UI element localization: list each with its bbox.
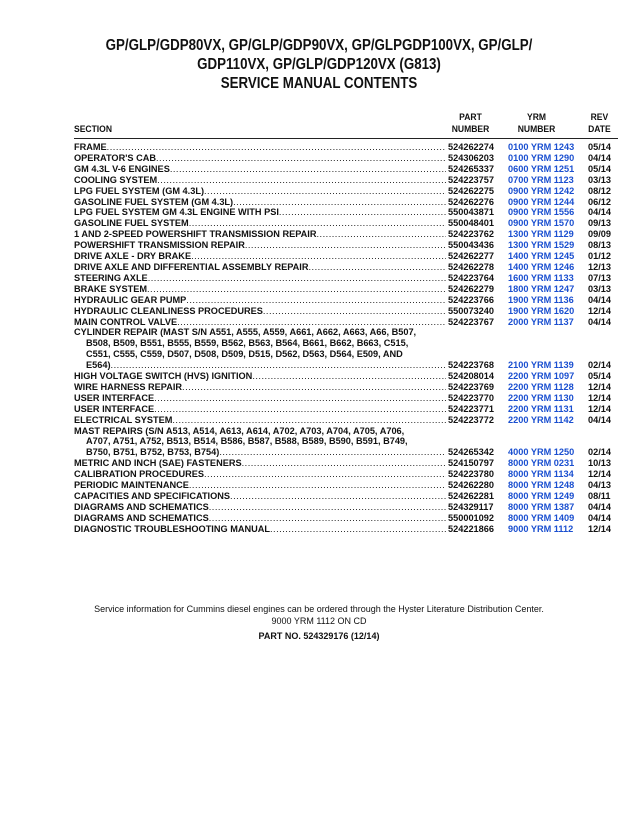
part-number: 524306203: [448, 152, 494, 163]
section-title-text: LPG FUEL SYSTEM GM 4.3L ENGINE WITH PSI: [74, 207, 279, 218]
section-title-text: METRIC AND INCH (SAE) FASTENERS: [74, 458, 242, 469]
section-title: [74, 317, 446, 328]
yrm-number: 0100 YRM 1243: [508, 142, 575, 152]
yrm-number: 1900 YRM 1136: [508, 294, 574, 305]
section-title-text: DIAGNOSTIC TROUBLESHOOTING MANUAL: [74, 523, 270, 534]
rev-date: 12/14: [588, 392, 611, 403]
table-row: [74, 426, 622, 459]
section-title-text: GM 4.3L V-6 ENGINES: [74, 163, 170, 174]
section-header: SECTION: [74, 124, 113, 135]
yrm-number: 8000 YRM 1134: [508, 469, 574, 480]
table-row: [74, 382, 622, 393]
table-row: [74, 306, 622, 317]
section-title: [74, 164, 446, 175]
rev-date: 02/14: [588, 360, 611, 371]
section-title: [74, 295, 446, 306]
part-number-header: [448, 112, 493, 136]
table-row: [74, 404, 622, 415]
part-number: 524265342: [448, 447, 494, 458]
yrm-number: 8000 YRM 1249: [508, 491, 575, 501]
dot-leader: [219, 447, 446, 458]
dot-leader: [279, 207, 446, 218]
dot-leader: [157, 175, 446, 186]
section-title: [74, 142, 446, 153]
section-title-text: CALIBRATION PROCEDURES: [74, 469, 204, 480]
table-row: [74, 251, 622, 262]
dot-leader: [107, 142, 446, 153]
table-row: [74, 469, 622, 480]
rev-header-bottom: DATE: [588, 124, 611, 135]
section-title: [74, 371, 446, 382]
dot-leader: [204, 186, 446, 197]
dot-leader: [233, 197, 446, 208]
yrm-number: 2100 YRM 1139: [508, 360, 574, 371]
yrm-number: 8000 YRM 1409: [508, 512, 575, 523]
section-title: [74, 229, 446, 240]
dot-leader: [252, 371, 446, 382]
section-title-line: B508, B509, B551, B555, B559, B562, B563, B564, B661, B662, B663, C515,: [86, 338, 409, 349]
part-number: 550073240: [448, 305, 494, 316]
yrm-number: 0900 YRM 1244: [508, 196, 575, 207]
part-number: 524329117: [448, 501, 494, 512]
part-number: 524262276: [448, 196, 494, 207]
section-title-text: MAIN CONTROL VALVE: [74, 316, 178, 327]
yrm-number: 0100 YRM 1290: [508, 152, 575, 163]
yrm-number: 2200 YRM 1142: [508, 414, 574, 425]
section-title-text: 1 AND 2-SPEED POWERSHIFT TRANSMISSION REPAIR: [74, 229, 317, 240]
part-number: 524223762: [448, 229, 494, 240]
yrm-number: 2200 YRM 1131: [508, 403, 574, 414]
yrm-number: 1400 YRM 1246: [508, 261, 575, 272]
part-number: 524208014: [448, 371, 494, 382]
dot-leader: [170, 164, 446, 175]
dot-leader: [156, 153, 446, 164]
yrm-number: 2200 YRM 1128: [508, 381, 574, 392]
table-row: [74, 218, 622, 229]
section-title: [74, 415, 446, 426]
rev-date: 10/13: [588, 458, 611, 469]
rev-date: 09/09: [588, 229, 611, 240]
rev-date: 12/14: [588, 469, 611, 480]
section-title-text: FRAME: [74, 142, 107, 152]
table-row: [74, 284, 622, 295]
section-title: [74, 524, 446, 535]
rev-date: 05/14: [588, 163, 611, 174]
dot-leader: [189, 218, 446, 229]
table-row: [74, 229, 622, 240]
section-title-text: HYDRAULIC CLEANLINESS PROCEDURES: [74, 305, 263, 316]
table-row: [74, 262, 622, 273]
dot-leader: [186, 295, 446, 306]
rev-date: 05/14: [588, 142, 611, 152]
part-number: 524223772: [448, 414, 494, 425]
rev-date: 02/14: [588, 447, 611, 458]
part-number: 524262278: [448, 261, 494, 272]
dot-leader: [245, 240, 446, 251]
part-number: 524223764: [448, 272, 494, 283]
yrm-number: 1300 YRM 1529: [508, 240, 575, 251]
part-number: 524221866: [448, 523, 494, 534]
dot-leader: [154, 404, 446, 415]
rev-date: 04/14: [588, 316, 611, 327]
yrm-number: 1800 YRM 1247: [508, 283, 575, 294]
dot-leader: [148, 273, 446, 284]
part-header-bottom: NUMBER: [451, 124, 490, 135]
yrm-number: 0900 YRM 1556: [508, 207, 575, 218]
rev-date: 12/14: [588, 523, 611, 534]
yrm-number: 0700 YRM 1123: [508, 174, 574, 185]
table-row: [74, 513, 622, 524]
table-row: [74, 164, 622, 175]
dot-leader: [189, 480, 446, 491]
table-row: [74, 327, 622, 371]
section-title-text: LPG FUEL SYSTEM (GM 4.3L): [74, 185, 204, 196]
section-title: [74, 186, 446, 197]
title-line-3: SERVICE MANUAL CONTENTS: [220, 75, 418, 92]
rev-date: 03/13: [588, 283, 611, 294]
table-row: [74, 317, 622, 328]
dot-leader: [230, 491, 446, 502]
section-title-line: CYLINDER REPAIR (MAST S/N A551, A555, A559, A661, A662, A663, A66, B507,: [74, 327, 417, 338]
rev-date: 06/12: [588, 196, 611, 207]
section-title-text: POWERSHIFT TRANSMISSION REPAIR: [74, 240, 245, 251]
section-title: [74, 360, 446, 371]
table-row: [74, 502, 622, 513]
section-title: [74, 273, 446, 284]
section-title-text: E564): [86, 360, 111, 371]
footer-part-number: PART NO. 524329176 (12/14): [258, 631, 380, 641]
rev-date: 07/13: [588, 272, 611, 283]
section-title: [74, 382, 446, 393]
yrm-number: 8000 YRM 1387: [508, 501, 575, 512]
table-row: [74, 273, 622, 284]
dot-leader: [191, 251, 446, 262]
part-number: 524262277: [448, 251, 494, 262]
title-line-2: GDP110VX, GP/GLP/GDP120VX (G813): [197, 56, 441, 73]
yrm-number: 4000 YRM 1250: [508, 447, 575, 458]
section-title: [74, 502, 446, 513]
yrm-number: 0900 YRM 1242: [508, 185, 575, 196]
section-title-text: GASOLINE FUEL SYSTEM: [74, 218, 189, 229]
yrm-number: 9000 YRM 1112: [508, 523, 574, 534]
part-number: 524223771: [448, 403, 494, 414]
table-row: [74, 175, 622, 186]
section-title-text: DRIVE AXLE AND DIFFERENTIAL ASSEMBLY REPAIR: [74, 261, 309, 272]
section-title-text: COOLING SYSTEM: [74, 174, 158, 185]
header-divider: [74, 138, 618, 139]
section-title-text: B750, B751, B752, B753, B754): [86, 447, 220, 458]
table-row: [74, 186, 622, 197]
table-row: [74, 491, 622, 502]
section-title-line: C551, C555, C559, D507, D508, D509, D515, D562, D563, D564, E509, AND: [86, 349, 403, 360]
dot-leader: [308, 262, 446, 273]
dot-leader: [263, 306, 446, 317]
part-number: 524223767: [448, 316, 494, 327]
section-title: [74, 207, 446, 218]
table-row: [74, 415, 622, 426]
section-title-text: GASOLINE FUEL SYSTEM (GM 4.3L): [74, 196, 234, 207]
dot-leader: [242, 458, 446, 469]
part-number: 524262274: [448, 142, 494, 152]
yrm-number: 0900 YRM 1570: [508, 218, 575, 229]
dot-leader: [154, 393, 446, 404]
part-number: 524265337: [448, 163, 494, 174]
part-number: 524262279: [448, 283, 494, 294]
part-number: 550043436: [448, 240, 494, 251]
section-title-text: DRIVE AXLE - DRY BRAKE: [74, 251, 192, 262]
yrm-number: 1600 YRM 1133: [508, 272, 574, 283]
section-title: [74, 218, 446, 229]
part-number: 550048401: [448, 218, 494, 229]
rev-date: 08/13: [588, 240, 611, 251]
yrm-number: 1300 YRM 1129: [508, 229, 574, 240]
section-title-text: CAPACITIES AND SPECIFICATIONS: [74, 491, 231, 501]
section-title: [74, 153, 446, 164]
title-line-1: GP/GLP/GDP80VX, GP/GLP/GDP90VX, GP/GLPGDP100VX, GP/GLP/: [105, 37, 533, 54]
rev-date: 04/14: [588, 414, 611, 425]
section-title: [74, 480, 446, 491]
section-title: [74, 458, 446, 469]
rev-date: 01/12: [588, 251, 611, 262]
dot-leader: [111, 360, 446, 371]
rev-date: 12/14: [588, 381, 611, 392]
dot-leader: [204, 469, 446, 480]
table-row: [74, 524, 622, 535]
rev-header-top: REV: [590, 112, 609, 123]
yrm-number: 2200 YRM 1097: [508, 371, 575, 382]
yrm-number: 1900 YRM 1620: [508, 305, 575, 316]
section-title: [74, 404, 446, 415]
yrm-header-bottom: NUMBER: [517, 124, 556, 135]
contents-table: [74, 142, 622, 535]
part-number: 524223770: [448, 392, 494, 403]
rev-date: 03/13: [588, 174, 611, 185]
section-title: [74, 262, 446, 273]
yrm-number: 0600 YRM 1251: [508, 163, 575, 174]
rev-date: 08/12: [588, 185, 611, 196]
table-row: [74, 371, 622, 382]
section-title-text: ELECTRICAL SYSTEM: [74, 414, 173, 425]
dot-leader: [270, 524, 446, 535]
section-title-text: OPERATOR'S CAB: [74, 152, 156, 163]
table-row: [74, 207, 622, 218]
section-title-text: DIAGRAMS AND SCHEMATICS: [74, 501, 209, 512]
rev-date: 12/14: [588, 403, 611, 414]
section-title: [74, 240, 446, 251]
dot-leader: [172, 415, 446, 426]
rev-date-header: [585, 112, 614, 136]
part-number: 524223757: [448, 174, 494, 185]
table-row: [74, 142, 622, 153]
section-title-line: A707, A751, A752, B513, B514, B586, B587, B588, B589, B590, B591, B749,: [86, 436, 408, 447]
table-row: [74, 240, 622, 251]
rev-date: 04/14: [588, 152, 611, 163]
dot-leader: [182, 382, 446, 393]
rev-date: 09/13: [588, 218, 611, 229]
table-row: [74, 480, 622, 491]
part-number: 524262275: [448, 185, 494, 196]
section-title: [74, 447, 446, 458]
part-number: 524223766: [448, 294, 494, 305]
section-title: [74, 306, 446, 317]
section-title-text: STEERING AXLE: [74, 272, 148, 283]
part-number: 524223780: [448, 469, 494, 480]
rev-date: 12/13: [588, 261, 611, 272]
footer-note: Service information for Cummins diesel engines can be ordered through the Hyster Literature Distribution Center.: [94, 604, 544, 614]
document-title: [45, 36, 594, 93]
footer-cd: 9000 YRM 1112 ON CD: [271, 616, 367, 626]
section-title-line: MAST REPAIRS (S/N A513, A514, A613, A614, A702, A703, A704, A705, A706,: [74, 425, 405, 436]
part-number: 550001092: [448, 512, 494, 523]
part-number: 524262280: [448, 480, 494, 491]
table-row: [74, 197, 622, 208]
part-number: 524223768: [448, 360, 494, 371]
section-title-text: USER INTERFACE: [74, 403, 155, 414]
section-title: [74, 393, 446, 404]
rev-date: 04/14: [588, 512, 611, 523]
yrm-number: 1400 YRM 1245: [508, 251, 575, 262]
rev-date: 04/13: [588, 480, 611, 491]
yrm-number: 8000 YRM 0231: [508, 458, 575, 469]
rev-date: 08/11: [588, 491, 611, 501]
rev-date: 04/14: [588, 294, 611, 305]
section-title-text: HYDRAULIC GEAR PUMP: [74, 294, 187, 305]
table-row: [74, 458, 622, 469]
section-title: [74, 175, 446, 186]
part-number: 550043871: [448, 207, 494, 218]
dot-leader: [209, 502, 446, 513]
section-title: [74, 251, 446, 262]
dot-leader: [316, 229, 446, 240]
table-row: [74, 393, 622, 404]
dot-leader: [147, 284, 446, 295]
rev-date: 05/14: [588, 371, 611, 382]
yrm-header-top: YRM: [526, 112, 547, 123]
section-title-text: HIGH VOLTAGE SWITCH (HVS) IGNITION: [74, 371, 253, 382]
table-row: [74, 153, 622, 164]
section-title: [74, 469, 446, 480]
section-title-text: DIAGRAMS AND SCHEMATICS: [74, 512, 209, 523]
yrm-number: 2200 YRM 1130: [508, 392, 574, 403]
part-number: 524262281: [448, 491, 494, 501]
rev-date: 04/14: [588, 501, 611, 512]
section-title-text: BRAKE SYSTEM: [74, 283, 147, 294]
part-header-top: PART: [459, 112, 482, 123]
yrm-number: 8000 YRM 1248: [508, 480, 575, 491]
part-number: 524150797: [448, 458, 494, 469]
section-title-text: WIRE HARNESS REPAIR: [74, 381, 183, 392]
section-title-text: USER INTERFACE: [74, 392, 155, 403]
yrm-number: 2000 YRM 1137: [508, 316, 574, 327]
part-number: 524223769: [448, 381, 494, 392]
section-title: [74, 197, 446, 208]
table-row: [74, 295, 622, 306]
dot-leader: [209, 513, 446, 524]
yrm-number-header: [514, 112, 559, 136]
section-title: [74, 284, 446, 295]
section-title-text: PERIODIC MAINTENANCE: [74, 480, 189, 491]
section-title: [74, 491, 446, 502]
section-title: [74, 513, 446, 524]
rev-date: 04/14: [588, 207, 611, 218]
dot-leader: [177, 317, 446, 328]
rev-date: 12/14: [588, 305, 611, 316]
